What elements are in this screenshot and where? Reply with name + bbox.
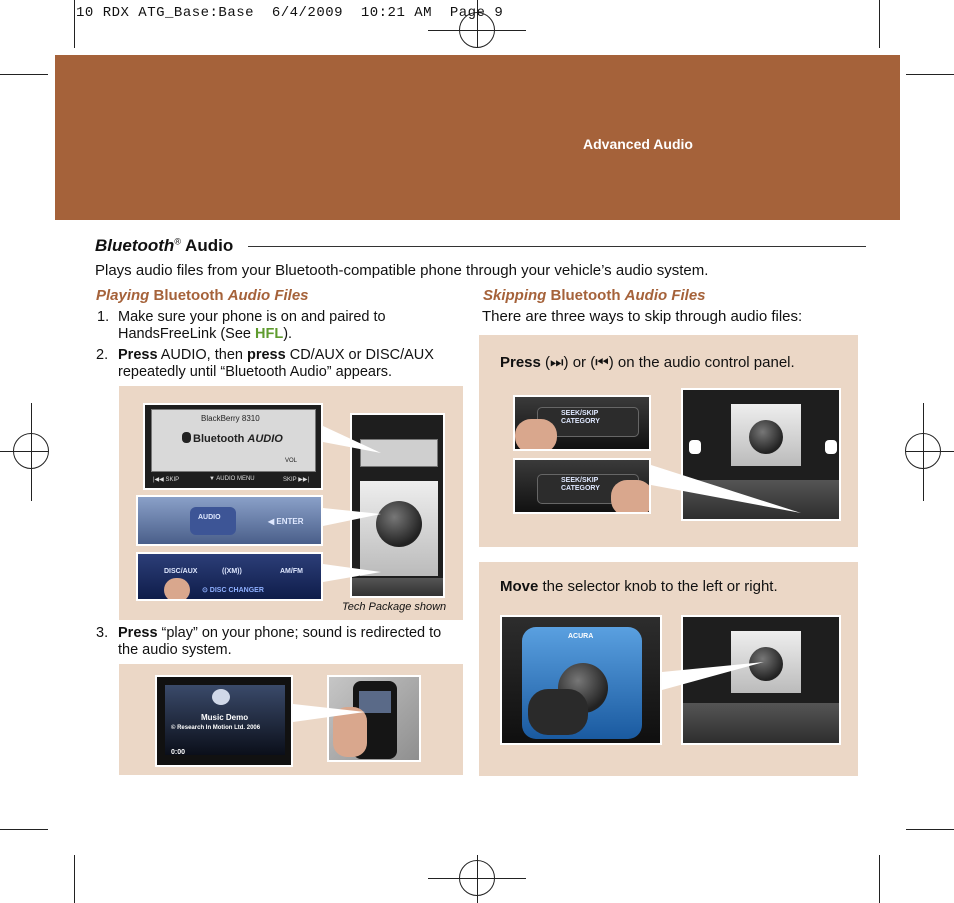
audio-button-label: AUDIO	[198, 514, 221, 521]
audio-display	[151, 409, 316, 472]
xm-label: ((XM))	[222, 568, 242, 575]
finger	[164, 578, 190, 601]
crop-mark	[74, 855, 75, 903]
disc-changer-label: ⊙ DISC CHANGER	[202, 587, 264, 594]
am-fm-label: AM/FM	[280, 568, 303, 575]
phone-photo	[327, 675, 421, 762]
step-3-number: 3.	[96, 625, 109, 641]
music-time: 0:00	[171, 749, 186, 756]
crop-mark	[74, 0, 75, 48]
music-demo-copyright: © Research In Motion Ltd. 2006	[171, 725, 261, 731]
tech-package-caption: Tech Package shown	[342, 601, 447, 613]
crop-mark	[879, 855, 880, 903]
console-photo-skip	[681, 388, 841, 521]
skipping-intro: There are three ways to skip through audio files:	[482, 308, 803, 325]
title-bluetooth: Bluetooth	[95, 236, 175, 255]
music-demo-title: Music Demo	[201, 713, 249, 722]
playing-heading: Playing Bluetooth Audio Files	[96, 287, 309, 304]
music-logo-icon	[212, 689, 230, 705]
seek-button-inset-1	[513, 395, 651, 451]
vent	[825, 440, 837, 454]
vol-label: VOL	[285, 458, 298, 464]
display-inset	[143, 403, 323, 490]
banner-title: Advanced Audio	[583, 136, 693, 152]
registration-line	[0, 451, 48, 452]
title-rule	[248, 246, 866, 247]
section-title	[95, 236, 233, 256]
selector-knob	[749, 420, 783, 454]
finger-right	[611, 480, 651, 514]
step-2-number: 2.	[96, 347, 109, 363]
phone-play-panel	[119, 664, 463, 775]
step-3-text: Press “play” on your phone; sound is redirected to the audio system.	[118, 625, 442, 658]
print-slug: 10 RDX ATG_Base:Base 6/4/2009 10:21 AM Page 9	[76, 5, 504, 21]
knob-closeup-inset	[500, 615, 662, 745]
skip-right-label: SKIP ▶▶|	[283, 477, 310, 483]
title-audio: Audio	[180, 236, 234, 255]
bluetooth-audio-panel	[119, 386, 463, 620]
console-lower	[352, 578, 445, 598]
registration-line	[906, 451, 954, 452]
console-photo-knob	[681, 615, 841, 745]
knob-panel	[479, 562, 858, 776]
hfl-link[interactable]: HFL	[255, 326, 284, 342]
audio-button	[190, 507, 236, 535]
console-photo	[350, 413, 445, 598]
registration-line	[477, 855, 478, 903]
console-lower	[683, 703, 841, 745]
section-intro: Plays audio files from your Bluetooth-compatible phone through your vehicle’s audio system.	[95, 262, 709, 279]
bluetooth-icon	[182, 432, 191, 443]
tip-1-text: Press (⏭) or (⏮) on the audio control panel.	[500, 354, 795, 371]
audio-menu-label: ▼ AUDIO MENU	[209, 476, 255, 482]
skip-button-panel	[479, 335, 858, 547]
tip-2-text: Move the selector knob to the left or right.	[500, 578, 778, 595]
music-demo-screen	[155, 675, 293, 767]
crop-mark	[0, 74, 48, 75]
skip-left-label: |◀◀ SKIP	[153, 477, 180, 483]
registered-mark: ®	[174, 236, 181, 247]
audio-button-inset	[136, 495, 323, 546]
crop-mark	[0, 829, 48, 830]
selector-knob	[376, 501, 422, 547]
step-1-number: 1.	[97, 309, 110, 325]
disc-aux-label: DISC/AUX	[164, 568, 198, 575]
seek-skip-label: SEEK/SKIP CATEGORY	[561, 477, 600, 492]
registration-line	[923, 403, 924, 501]
crop-mark	[879, 0, 880, 48]
seek-button-inset-2	[513, 458, 651, 514]
header-banner	[55, 55, 900, 220]
acura-label: ACURA	[568, 633, 594, 640]
skipping-heading: Skipping Bluetooth Audio Files	[483, 287, 706, 304]
disc-aux-inset	[136, 552, 323, 601]
registration-line	[31, 403, 32, 501]
device-name: BlackBerry 8310	[201, 414, 260, 423]
crop-mark	[906, 74, 954, 75]
seek-skip-label: SEEK/SKIP CATEGORY	[561, 410, 600, 425]
hand	[528, 689, 588, 735]
phone-screen	[359, 691, 391, 713]
finger-left	[515, 419, 557, 451]
mini-display	[360, 439, 438, 467]
console-lower	[683, 480, 841, 521]
crop-mark	[906, 829, 954, 830]
enter-label: ◀ ENTER	[268, 517, 304, 526]
selector-knob	[749, 647, 783, 681]
step-1-text: Make sure your phone is on and paired to HandsFreeLink (See HFL).	[118, 309, 386, 342]
bluetooth-audio-label: Bluetooth AUDIO	[182, 432, 283, 445]
hand	[333, 707, 367, 757]
step-2-text: Press AUDIO, then press CD/AUX or DISC/AUX repeatedly until “Bluetooth Audio” appears.	[118, 347, 434, 380]
vent	[689, 440, 701, 454]
